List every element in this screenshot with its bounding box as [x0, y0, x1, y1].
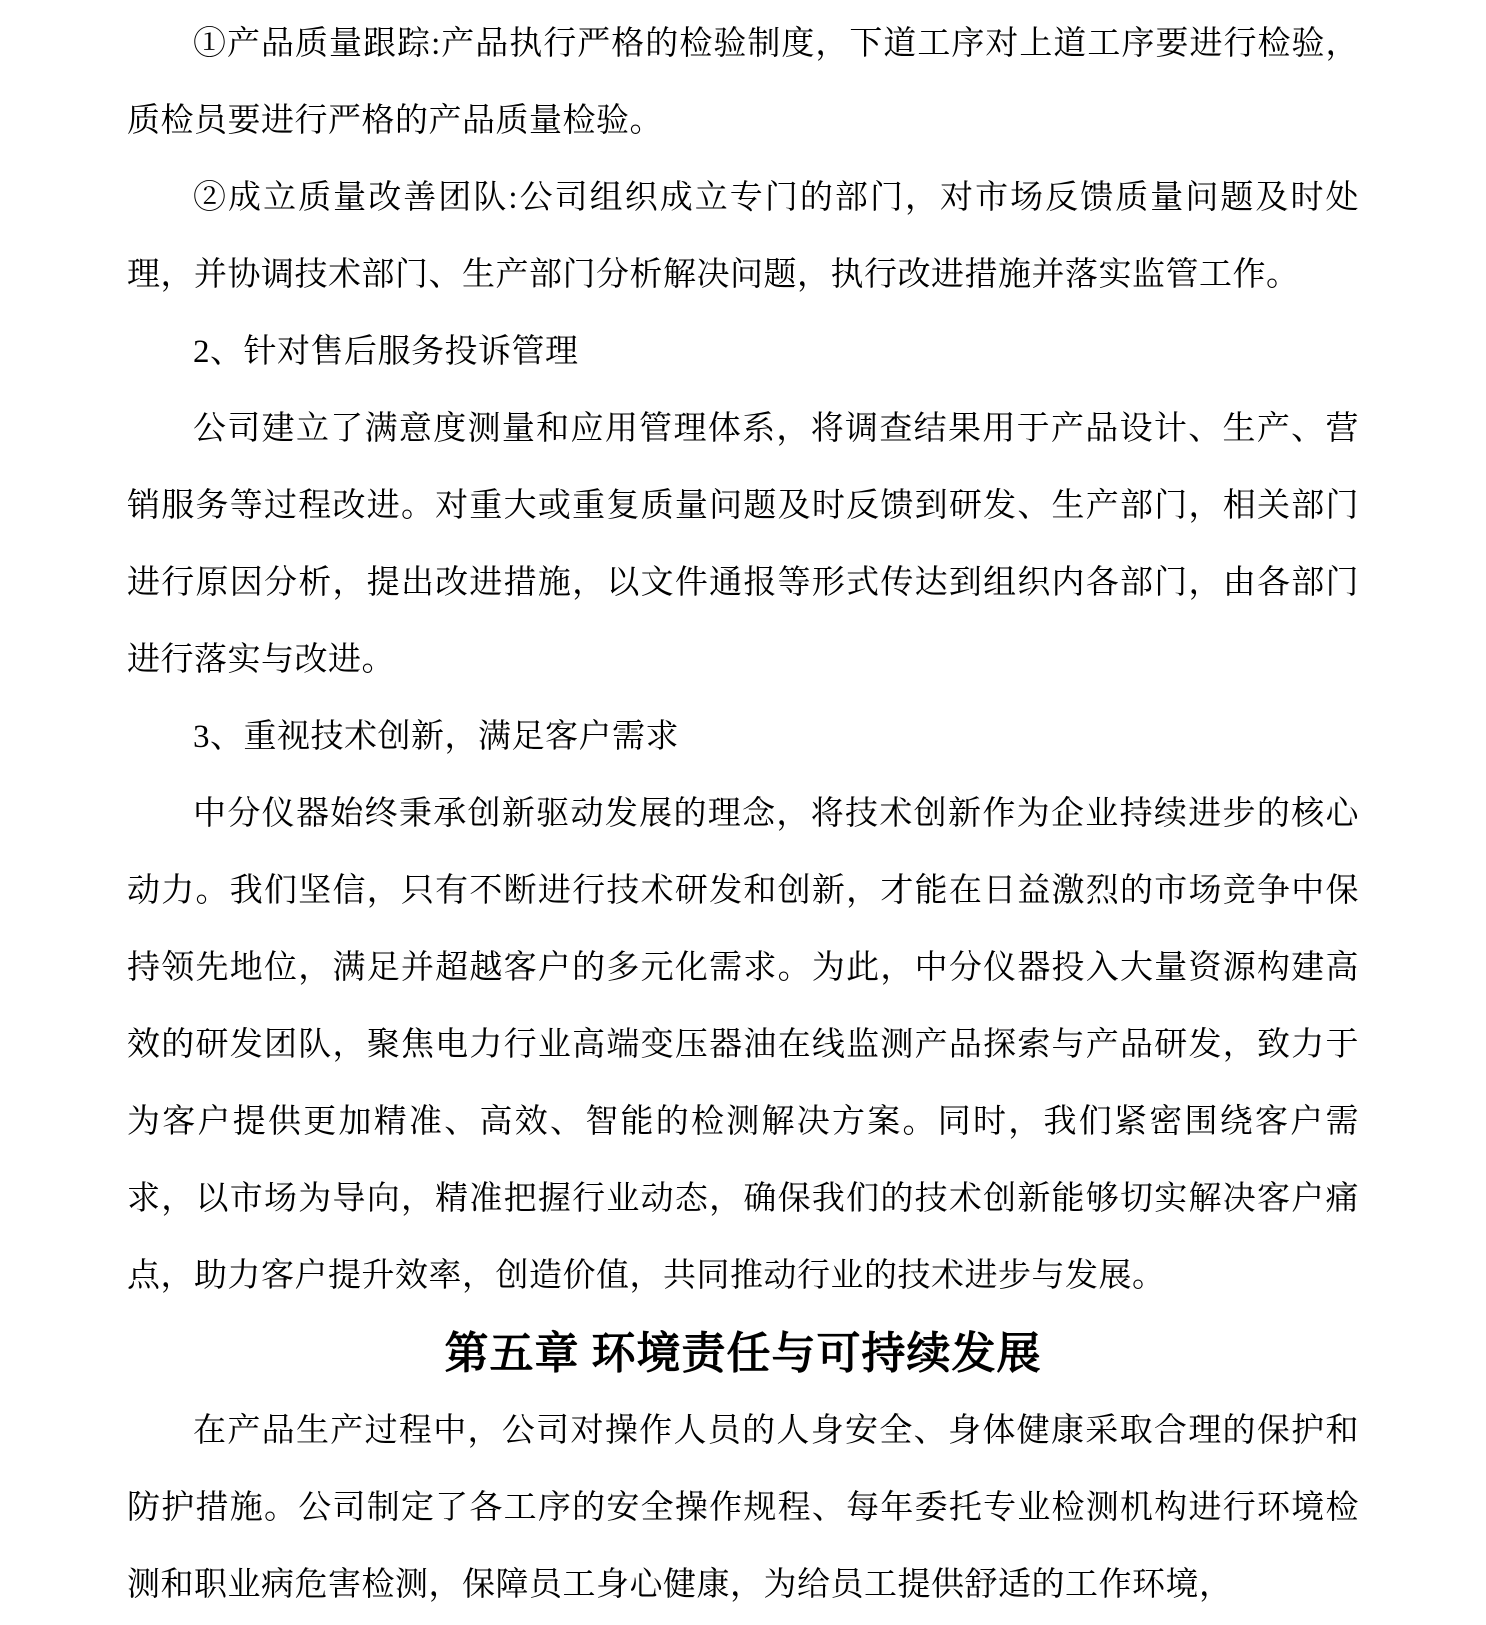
paragraph-quality-improvement-team: ②成立质量改善团队:公司组织成立专门的部门，对市场反馈质量问题及时处理，并协调技术部门、生产部门分析解决问题，执行改进措施并落实监管工作。 [127, 180, 1359, 293]
list-heading-aftersales-complaint-management: 2、针对售后服务投诉管理 [193, 334, 579, 370]
paragraph-innovation-driven-development: 中分仪器始终秉承创新驱动发展的理念，将技术创新作为企业持续进步的核心动力。我们坚信，只有不断进行技术研发和创新，才能在日益激烈的市场竞争中保持领先地位，满足并超越客户的多元化需求。为此，中分仪器投入大量资源构建高效的研发团队，聚焦电力行业高端变压器油在线监测产品探索与产品研发，致力于为客户提供更加精准、高效、智能的检测解决方案。同时，我们紧密围绕客户需求，以市场为导向，精准把握行业动态，确保我们的技术创新能够切实解决客户痛点，助力客户提升效率，创造价值，共同推动行业的技术进步与发展。 [127, 796, 1359, 1294]
paragraph-product-quality-tracking: ①产品质量跟踪:产品执行严格的检验制度，下道工序对上道工序要进行检验，质检员要进行严格的产品质量检验。 [127, 26, 1359, 139]
paragraph-production-safety-protection: 在产品生产过程中，公司对操作人员的人身安全、身体健康采取合理的保护和防护措施。公司制定了各工序的安全操作规程、每年委托专业检测机构进行环境检测和职业病危害检测，保障员工身心健康，为给员工提供舒适的工作环境， [127, 1413, 1359, 1603]
paragraph-satisfaction-measurement-system: 公司建立了满意度测量和应用管理体系，将调查结果用于产品设计、生产、营销服务等过程改进。对重大或重复质量问题及时反馈到研发、生产部门，相关部门进行原因分析，提出改进措施，以文件通报等形式传达到组织内各部门，由各部门进行落实与改进。 [127, 411, 1359, 678]
list-heading-technology-innovation: 3、重视技术创新，满足客户需求 [193, 719, 679, 755]
chapter-heading-environmental-responsibility: 第五章 环境责任与可持续发展 [444, 1329, 1042, 1378]
